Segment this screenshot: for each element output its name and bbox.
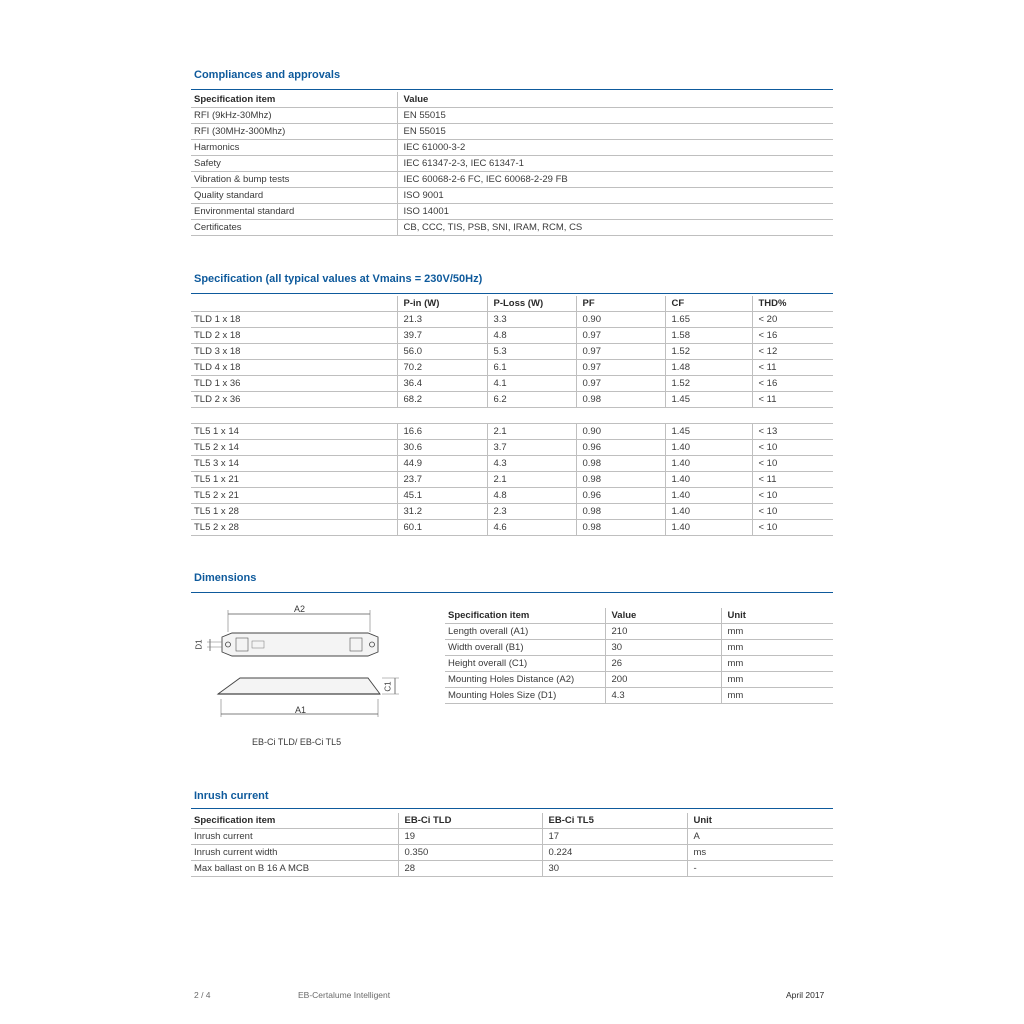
table-cell: < 16 <box>752 376 833 392</box>
table-cell: < 10 <box>752 456 833 472</box>
column-header: PF <box>576 296 665 312</box>
table-cell: 1.52 <box>665 344 752 360</box>
table-row <box>191 424 833 440</box>
table-header-row <box>445 608 833 624</box>
table-row <box>445 624 833 640</box>
table-cell: Inrush current <box>191 829 398 845</box>
table-header-row <box>191 813 833 829</box>
table-row <box>445 672 833 688</box>
table-cell: TLD 1 x 36 <box>191 376 397 392</box>
table-cell: Quality standard <box>191 188 397 204</box>
spacer-cell <box>397 408 487 424</box>
footer-page-number: 2 / 4 <box>194 990 211 1000</box>
specification-title: Specification (all typical values at Vmains = 230V/50Hz) <box>194 273 483 285</box>
table-cell: Vibration & bump tests <box>191 172 397 188</box>
column-header <box>191 296 397 312</box>
table-row <box>191 504 833 520</box>
table-row <box>191 108 833 124</box>
table-cell: 4.8 <box>487 488 576 504</box>
table-cell: 0.98 <box>576 456 665 472</box>
table-cell: Length overall (A1) <box>445 624 605 640</box>
table-cell: 1.40 <box>665 456 752 472</box>
specification-section <box>191 272 833 536</box>
table-cell: Mounting Holes Distance (A2) <box>445 672 605 688</box>
spacer-cell <box>665 408 752 424</box>
table-cell: TLD 4 x 18 <box>191 360 397 376</box>
table-row <box>191 829 833 845</box>
table-spacer-row <box>191 408 833 424</box>
table-row <box>191 124 833 140</box>
table-cell: 0.97 <box>576 360 665 376</box>
table-cell: mm <box>721 688 833 704</box>
table-cell: IEC 60068-2-6 FC, IEC 60068-2-29 FB <box>397 172 833 188</box>
inrush-section <box>191 789 833 877</box>
column-header: CF <box>665 296 752 312</box>
compliances-table <box>191 92 833 236</box>
table-cell: 39.7 <box>397 328 487 344</box>
compliances-section <box>191 68 833 236</box>
table-cell: 0.98 <box>576 520 665 536</box>
ballast-drawing <box>192 602 412 750</box>
compliances-title: Compliances and approvals <box>194 69 341 81</box>
table-row <box>191 140 833 156</box>
table-cell: TL5 2 x 14 <box>191 440 397 456</box>
table-cell: 5.3 <box>487 344 576 360</box>
table-cell: ms <box>687 845 833 861</box>
table-cell: 200 <box>605 672 721 688</box>
inrush-rule <box>191 808 833 809</box>
table-cell: < 16 <box>752 328 833 344</box>
table-row <box>191 188 833 204</box>
table-cell: < 10 <box>752 488 833 504</box>
table-cell: 31.2 <box>397 504 487 520</box>
inrush-table <box>191 813 833 877</box>
table-cell: 0.97 <box>576 344 665 360</box>
table-cell: IEC 61347-2-3, IEC 61347-1 <box>397 156 833 172</box>
table-row <box>445 640 833 656</box>
table-cell: 56.0 <box>397 344 487 360</box>
label-d1: D1 <box>194 639 204 650</box>
table-cell: Safety <box>191 156 397 172</box>
table-cell: Mounting Holes Size (D1) <box>445 688 605 704</box>
table-cell: mm <box>721 656 833 672</box>
column-header: Unit <box>721 608 833 624</box>
table-cell: CB, CCC, TIS, PSB, SNI, IRAM, RCM, CS <box>397 220 833 236</box>
table-cell: 1.40 <box>665 472 752 488</box>
table-cell: 36.4 <box>397 376 487 392</box>
table-cell: EN 55015 <box>397 108 833 124</box>
table-header-row <box>191 92 833 108</box>
ballast-top-view <box>222 633 378 656</box>
table-cell: < 10 <box>752 520 833 536</box>
column-header: Specification item <box>445 608 605 624</box>
table-cell: 0.98 <box>576 472 665 488</box>
table-cell: RFI (9kHz-30Mhz) <box>191 108 397 124</box>
table-row <box>191 440 833 456</box>
table-cell: 4.1 <box>487 376 576 392</box>
table-row <box>191 172 833 188</box>
footer-product-name: EB-Certalume Intelligent <box>298 990 391 1000</box>
table-cell: 0.98 <box>576 392 665 408</box>
table-cell: 1.48 <box>665 360 752 376</box>
table-cell: 0.97 <box>576 328 665 344</box>
table-cell: Certificates <box>191 220 397 236</box>
table-cell: < 12 <box>752 344 833 360</box>
table-cell: TLD 1 x 18 <box>191 312 397 328</box>
table-cell: 6.1 <box>487 360 576 376</box>
table-cell: 2.1 <box>487 424 576 440</box>
table-cell: - <box>687 861 833 877</box>
table-cell: 1.52 <box>665 376 752 392</box>
table-cell: 0.97 <box>576 376 665 392</box>
spacer-cell <box>487 408 576 424</box>
table-row <box>445 688 833 704</box>
label-a1: A1 <box>295 705 307 715</box>
inrush-title: Inrush current <box>194 790 269 802</box>
column-header: EB-Ci TL5 <box>542 813 687 829</box>
table-row <box>191 488 833 504</box>
table-cell: TLD 2 x 18 <box>191 328 397 344</box>
table-cell: 4.3 <box>605 688 721 704</box>
table-cell: < 11 <box>752 472 833 488</box>
table-cell: 26 <box>605 656 721 672</box>
specification-table <box>191 296 833 536</box>
table-cell: TL5 3 x 14 <box>191 456 397 472</box>
table-cell: TL5 2 x 21 <box>191 488 397 504</box>
table-cell: 3.7 <box>487 440 576 456</box>
column-header: Value <box>397 92 833 108</box>
table-cell: 2.3 <box>487 504 576 520</box>
table-row <box>191 312 833 328</box>
table-cell: 23.7 <box>397 472 487 488</box>
table-cell: 28 <box>398 861 542 877</box>
table-cell: IEC 61000-3-2 <box>397 140 833 156</box>
table-row <box>191 344 833 360</box>
spacer-cell <box>191 408 397 424</box>
table-cell: Width overall (B1) <box>445 640 605 656</box>
dimensions-table <box>445 608 833 704</box>
dimensions-table-wrap <box>445 608 833 704</box>
table-cell: 44.9 <box>397 456 487 472</box>
label-a2: A2 <box>294 604 306 614</box>
table-cell: TL5 1 x 28 <box>191 504 397 520</box>
table-cell: 0.90 <box>576 312 665 328</box>
table-cell: A <box>687 829 833 845</box>
table-cell: TL5 2 x 28 <box>191 520 397 536</box>
table-row <box>191 472 833 488</box>
dimensions-section <box>191 571 833 593</box>
table-row <box>191 520 833 536</box>
table-cell: TLD 2 x 36 <box>191 392 397 408</box>
label-c1: C1 <box>383 681 393 692</box>
table-row <box>191 156 833 172</box>
table-cell: 4.6 <box>487 520 576 536</box>
table-cell: 6.2 <box>487 392 576 408</box>
table-cell: 4.8 <box>487 328 576 344</box>
table-cell: 70.2 <box>397 360 487 376</box>
table-cell: < 10 <box>752 504 833 520</box>
table-row <box>191 861 833 877</box>
table-cell: Max ballast on B 16 A MCB <box>191 861 398 877</box>
table-cell: 1.40 <box>665 440 752 456</box>
table-cell: 45.1 <box>397 488 487 504</box>
column-header: P-Loss (W) <box>487 296 576 312</box>
table-cell: < 10 <box>752 440 833 456</box>
column-header: Unit <box>687 813 833 829</box>
dimensions-title: Dimensions <box>194 572 257 584</box>
spacer-cell <box>576 408 665 424</box>
table-cell: RFI (30MHz-300Mhz) <box>191 124 397 140</box>
table-cell: 1.58 <box>665 328 752 344</box>
table-row <box>191 360 833 376</box>
table-cell: Harmonics <box>191 140 397 156</box>
spacer-cell <box>752 408 833 424</box>
table-cell: 1.40 <box>665 488 752 504</box>
column-header: THD% <box>752 296 833 312</box>
table-cell: mm <box>721 640 833 656</box>
table-cell: 60.1 <box>397 520 487 536</box>
table-cell: < 11 <box>752 392 833 408</box>
table-cell: 21.3 <box>397 312 487 328</box>
table-cell: 0.224 <box>542 845 687 861</box>
table-cell: mm <box>721 624 833 640</box>
table-cell: 68.2 <box>397 392 487 408</box>
table-row <box>191 376 833 392</box>
table-cell: 3.3 <box>487 312 576 328</box>
table-cell: 19 <box>398 829 542 845</box>
ballast-side-view <box>218 678 380 694</box>
table-cell: Environmental standard <box>191 204 397 220</box>
table-row <box>191 328 833 344</box>
table-row <box>445 656 833 672</box>
table-cell: TLD 3 x 18 <box>191 344 397 360</box>
table-cell: 0.96 <box>576 440 665 456</box>
dimensions-rule <box>191 592 833 593</box>
table-cell: < 11 <box>752 360 833 376</box>
specification-rule <box>191 293 833 294</box>
table-row <box>191 392 833 408</box>
table-cell: 1.45 <box>665 392 752 408</box>
table-row <box>191 845 833 861</box>
table-cell: TL5 1 x 14 <box>191 424 397 440</box>
table-cell: 0.96 <box>576 488 665 504</box>
table-cell: 1.45 <box>665 424 752 440</box>
table-cell: 30 <box>605 640 721 656</box>
table-cell: 1.40 <box>665 520 752 536</box>
table-row <box>191 220 833 236</box>
table-cell: 16.6 <box>397 424 487 440</box>
table-cell: < 13 <box>752 424 833 440</box>
table-cell: 210 <box>605 624 721 640</box>
column-header: Specification item <box>191 813 398 829</box>
table-cell: 0.350 <box>398 845 542 861</box>
compliances-rule <box>191 89 833 90</box>
column-header: EB-Ci TLD <box>398 813 542 829</box>
table-cell: EN 55015 <box>397 124 833 140</box>
table-cell: ISO 9001 <box>397 188 833 204</box>
table-cell: 30 <box>542 861 687 877</box>
table-cell: Height overall (C1) <box>445 656 605 672</box>
table-cell: < 20 <box>752 312 833 328</box>
table-cell: ISO 14001 <box>397 204 833 220</box>
table-cell: 4.3 <box>487 456 576 472</box>
footer-date: April 2017 <box>786 990 825 1000</box>
table-cell: TL5 1 x 21 <box>191 472 397 488</box>
table-cell: 0.90 <box>576 424 665 440</box>
table-cell: mm <box>721 672 833 688</box>
table-cell: Inrush current width <box>191 845 398 861</box>
table-row <box>191 204 833 220</box>
table-cell: 2.1 <box>487 472 576 488</box>
table-cell: 0.98 <box>576 504 665 520</box>
column-header: Value <box>605 608 721 624</box>
table-cell: 30.6 <box>397 440 487 456</box>
figure-caption: EB-Ci TLD/ EB-Ci TL5 <box>252 737 342 747</box>
table-header-row <box>191 296 833 312</box>
table-cell: 1.65 <box>665 312 752 328</box>
table-cell: 1.40 <box>665 504 752 520</box>
column-header: P-in (W) <box>397 296 487 312</box>
column-header: Specification item <box>191 92 397 108</box>
table-row <box>191 456 833 472</box>
table-cell: 17 <box>542 829 687 845</box>
